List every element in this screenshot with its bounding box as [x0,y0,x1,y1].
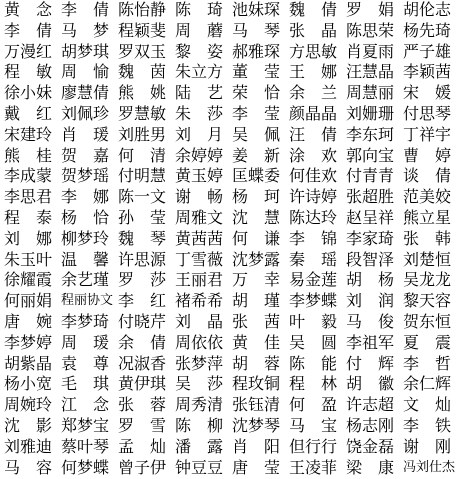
name-cell: 陈达玲 [289,208,338,227]
name-cell: 王丽君 [175,270,224,290]
name-cell: 张 蓉 [118,395,167,415]
name-cell: 张钰清 [232,395,281,415]
name-cell: 谢 畅 [175,187,224,207]
name-cell: 付明慧 [118,166,167,186]
name-cell: 王凌菲 [289,457,338,477]
name-cell: 陈 琦 [175,0,224,19]
name-cell: 陆 艺 [175,83,224,103]
name-cell: 刘 晶 [175,312,224,331]
name-cell: 魏 琴 [118,228,167,248]
name-cell: 梁 康 [346,457,395,477]
name-cell: 李梦婷 [4,332,53,352]
name-cell: 付思琴 [403,104,452,123]
name-row [4,458,460,478]
name-cell: 褚希希 [175,291,224,311]
name-cell: 胡紫晶 [4,353,53,373]
name-cell: 周 蘑 [175,20,224,40]
name-row [4,333,460,353]
name-cell: 何丽娟 [4,291,53,311]
name-row [4,395,460,415]
name-cell: 刘雅迪 [4,436,53,456]
name-cell: 程 林 [289,374,338,394]
name-cell: 李梦琦 [61,312,110,331]
name-cell: 何 盈 [289,395,338,415]
name-cell: 程颖斐 [118,20,167,40]
name-cell: 何 清 [118,145,167,165]
name-cell: 谈 倩 [403,166,452,186]
name-cell: 朱立方 [175,62,224,82]
name-cell: 罗 娟 [346,0,395,19]
name-cell: 潘 露 [175,436,224,456]
name-cell: 陈思荣 [346,20,395,40]
name-cell: 吴龙龙 [403,270,452,290]
name-cell: 罗双玉 [118,41,167,61]
name-cell: 蔡叶琴 [61,436,110,456]
name-cell: 周雅文 [175,208,224,227]
name-cell: 黄伊琪 [118,374,167,394]
name-cell: 魏 倩 [289,0,338,19]
name-cell: 郝雅琛 [232,41,281,61]
name-cell: 李 倩 [61,0,110,19]
name-cell: 李 娜 [61,187,110,207]
name-cell: 李 铁 [403,416,452,435]
name-cell: 沈 影 [4,416,53,435]
name-cell: 杨 珂 [232,187,281,207]
name-cell: 张 茜 [232,312,281,331]
name-cell: 周慧丽 [346,83,395,103]
name-cell: 袁 尊 [61,353,110,373]
name-cell: 李梦蝶 [289,291,338,311]
name-cell: 万漫红 [4,41,53,61]
name-cell: 江 念 [61,395,110,415]
name-cell: 罗 雪 [118,416,167,435]
name-cell: 肖夏雨 [346,41,395,61]
name-cell: 李东珂 [346,124,395,144]
name-cell: 张 晶 [289,20,338,40]
name-cell: 赵呈祥 [346,208,395,227]
name-cell: 余 兰 [289,83,338,103]
name-cell: 周 瑗 [61,332,110,352]
name-cell: 刘 娜 [4,228,53,248]
name-cell: 冯刘仕杰 [403,459,456,475]
name-cell: 廖慧倩 [61,83,110,103]
name-cell: 刘 月 [175,124,224,144]
name-cell: 秦 瑶 [289,249,338,269]
name-cell: 何梦蝶 [61,457,110,477]
name-cell: 夏 震 [403,332,452,352]
name-row [4,208,460,228]
name-cell: 余婷婷 [175,145,224,165]
name-cell: 徐小妹 [4,83,53,103]
name-cell: 荣 恰 [232,83,281,103]
name-cell: 贺东恒 [403,312,452,331]
name-cell: 孙 莹 [118,208,167,227]
name-cell: 肖 阳 [232,436,281,456]
name-cell: 郭向宝 [346,145,395,165]
name-cell: 李 莹 [232,104,281,123]
name-cell: 宋 媛 [403,83,452,103]
name-cell: 沈梦琴 [232,416,281,435]
name-row [4,62,460,82]
name-cell: 宋建玲 [4,124,53,144]
name-row [4,374,460,394]
name-cell: 许志超 [346,395,395,415]
name-cell: 贺梦瑶 [61,166,110,186]
name-cell: 严子雄 [403,41,452,61]
name-row [4,437,460,457]
name-cell: 魏 茵 [118,62,167,82]
name-cell: 胡 徽 [346,374,395,394]
name-cell: 马 琴 [232,20,281,40]
name-cell: 罗慧敏 [118,104,167,123]
name-cell: 余仁辉 [403,374,452,394]
name-cell: 沈梦露 [232,249,281,269]
name-cell: 马 梦 [61,20,110,40]
name-cell: 况淑香 [118,353,167,373]
name-cell: 谢 刚 [403,436,452,456]
name-cell: 颜晶晶 [289,104,338,123]
name-cell: 匡蝶委 [232,166,281,186]
name-cell: 黄玉婷 [175,166,224,186]
name-cell: 杨 恰 [61,208,110,227]
name-cell: 唐 婉 [4,312,53,331]
name-cell: 朱 莎 [175,104,224,123]
name-cell: 汪慧晶 [346,62,395,82]
name-cell: 许诗婷 [289,187,338,207]
name-cell: 徐耀霞 [4,270,53,290]
name-cell: 黎 姿 [175,41,224,61]
name-cell: 易金莲 [289,270,338,290]
name-row [4,83,460,103]
name-cell: 黄 佳 [232,332,281,352]
name-cell: 黄茜茜 [175,228,224,248]
name-cell: 戴 红 [4,104,53,123]
name-cell: 张超胜 [346,187,395,207]
name-row [4,146,460,166]
name-row [4,125,460,145]
name-cell: 孟 灿 [118,436,167,456]
name-cell: 文 灿 [403,395,452,415]
name-cell: 周婉玲 [4,395,53,415]
name-cell: 李 锦 [289,228,338,248]
name-cell: 罗 莎 [118,270,167,290]
name-cell: 余艺瑾 [61,270,110,290]
name-cell: 胡伦志 [403,0,452,19]
name-row [4,166,460,186]
name-cell: 王 娜 [289,62,338,82]
name-cell: 张梦萍 [175,353,224,373]
name-cell: 吴 佩 [232,124,281,144]
name-row [4,229,460,249]
name-row [4,354,460,374]
name-cell: 程 敏 [4,62,53,82]
name-cell: 李 倩 [4,20,53,40]
name-cell: 李祖军 [346,332,395,352]
name-row [4,416,460,436]
name-cell: 周 愉 [61,62,110,82]
name-cell: 许思源 [118,249,167,269]
name-cell: 熊 姚 [118,83,167,103]
name-cell: 付晓芹 [118,312,167,331]
name-cell: 涂 欢 [289,145,338,165]
name-cell: 吴 圆 [289,332,338,352]
name-cell: 马 俊 [346,312,395,331]
name-cell: 沈 慧 [232,208,281,227]
name-cell: 周依依 [175,332,224,352]
name-cell: 贺 嘉 [61,145,110,165]
name-cell: 池妹琛 [232,0,281,19]
name-cell: 刘胜男 [118,124,167,144]
name-cell: 万 幸 [232,270,281,290]
name-cell: 丁雪薇 [175,249,224,269]
name-cell: 吴 莎 [175,374,224,394]
name-cell: 黄 念 [4,0,53,19]
name-cell: 陈一文 [118,187,167,207]
name-cell: 程 泰 [4,208,53,227]
name-cell: 汪 倩 [289,124,338,144]
name-cell: 丁祥宇 [403,124,452,144]
name-cell: 范美姣 [403,187,452,207]
name-cell: 余 倩 [118,332,167,352]
name-cell: 肖 瑗 [61,124,110,144]
name-cell: 胡 蓉 [232,353,281,373]
name-row [4,0,460,20]
name-cell: 姜 新 [232,145,281,165]
name-cell: 董 莹 [232,62,281,82]
name-row [4,270,460,290]
name-cell: 胡 杨 [346,270,395,290]
name-cell: 朱玉叶 [4,249,53,269]
name-cell: 刘姗珊 [346,104,395,123]
name-cell: 刘 润 [346,291,395,311]
name-cell: 唐 莹 [232,457,281,477]
name-row [4,42,460,62]
name-row [4,21,460,41]
name-row [4,187,460,207]
name-cell: 曹 婷 [403,145,452,165]
name-cell: 程玫铜 [232,374,281,394]
name-cell: 周秀清 [175,395,224,415]
name-cell: 刘佩珍 [61,104,110,123]
name-cell: 马 宝 [289,416,338,435]
name-cell: 刘楚恒 [403,249,452,269]
name-row [4,104,460,124]
name-cell: 胡梦琪 [61,41,110,61]
name-row [4,312,460,332]
name-cell: 段智泽 [346,249,395,269]
name-cell: 李 红 [118,291,167,311]
name-cell: 杨小宽 [4,374,53,394]
name-cell: 付青青 [346,166,395,186]
name-cell: 李成蒙 [4,166,53,186]
name-cell: 程丽协文 [61,293,114,309]
name-cell: 张 韩 [403,228,452,248]
name-cell: 叶 毅 [289,312,338,331]
name-cell: 杨先琦 [403,20,452,40]
name-cell: 陈 柳 [175,416,224,435]
name-cell: 方思敏 [289,41,338,61]
name-cell: 马 容 [4,457,53,477]
name-cell: 付 辉 [346,353,395,373]
name-cell: 李思君 [4,187,53,207]
name-cell: 温 馨 [61,249,110,269]
name-cell: 李颖茜 [403,62,452,82]
name-cell: 郑梦宝 [61,416,110,435]
name-cell: 胡 瑾 [232,291,281,311]
name-cell: 钟豆豆 [175,457,224,477]
name-cell: 陈 能 [289,353,338,373]
name-cell: 陈怡静 [118,0,167,19]
name-cell: 毛 琪 [61,374,110,394]
name-cell: 李家琦 [346,228,395,248]
name-cell: 黎天容 [403,291,452,311]
name-cell: 熊立星 [403,208,452,227]
name-row [4,250,460,270]
name-cell: 何 谦 [232,228,281,248]
name-cell: 曾子伊 [118,457,167,477]
name-cell: 李 哲 [403,353,452,373]
name-cell: 饶金磊 [346,436,395,456]
name-cell: 柳梦玲 [61,228,110,248]
name-row [4,291,460,311]
name-cell: 何佳欢 [289,166,338,186]
name-cell: 但行行 [289,436,338,456]
name-cell: 杨志刚 [346,416,395,435]
name-cell: 熊 桂 [4,145,53,165]
